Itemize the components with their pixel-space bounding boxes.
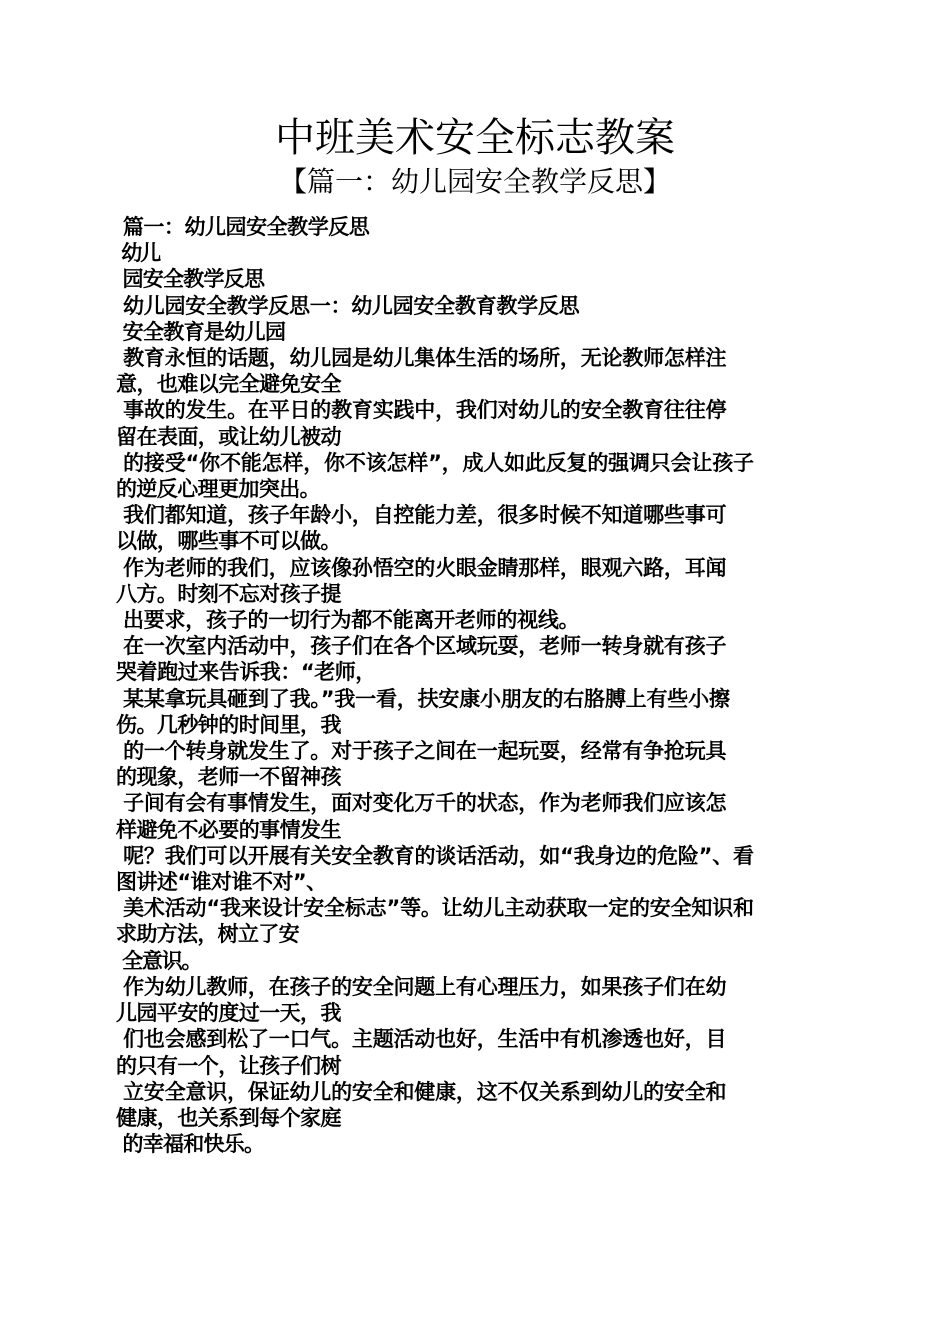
text-line: 某某拿玩具砸到了我。”我一看，扶安康小朋友的右胳膊上有些小擦 — [116, 686, 730, 711]
text-line: 美术活动“我来设计安全标志”等。让幼儿主动获取一定的安全知识和 — [116, 896, 754, 921]
text-line: 儿园平安的度过一天，我 — [116, 1001, 341, 1026]
text-line: 园安全教学反思 — [116, 267, 265, 292]
text-line: 的只有一个，让孩子们树 — [116, 1053, 341, 1078]
text-line: 意，也难以完全避免安全 — [116, 372, 341, 397]
text-line: 事故的发生。在平日的教育实践中，我们对幼儿的安全教育往往停 — [116, 398, 727, 423]
text-line: 的逆反心理更加突出。 — [116, 477, 320, 502]
text-line: 图讲述“谁对谁不对”、 — [116, 870, 327, 895]
text-line: 样避免不必要的事情发生 — [116, 817, 341, 842]
text-line: 教育永恒的话题，幼儿园是幼儿集体生活的场所，无论教师怎样注 — [116, 346, 727, 371]
text-line: 安全教育是幼儿园 — [116, 319, 286, 344]
text-line: 留在表面，或让幼儿被动 — [116, 424, 341, 449]
text-line: 的现象，老师一不留神孩 — [116, 765, 341, 790]
document-body — [116, 214, 846, 1157]
text-line: 呢？我们可以开展有关安全教育的谈话活动，如“我身边的危险”、看 — [116, 843, 754, 868]
document-subtitle: 【篇一：幼儿园安全教学反思】 — [278, 165, 671, 198]
text-line: 八方。时刻不忘对孩子提 — [116, 581, 341, 606]
text-line: 篇一：幼儿园安全教学反思 — [116, 215, 370, 239]
document-title: 中班美术安全标志教案 — [275, 115, 675, 161]
text-line: 以做，哪些事不可以做。 — [116, 529, 341, 554]
text-line: 立安全意识，保证幼儿的安全和健康，这不仅关系到幼儿的安全和 — [116, 1079, 727, 1104]
text-line: 求助方法，树立了安 — [116, 922, 299, 947]
text-line: 的幸福和快乐。 — [116, 1132, 265, 1157]
text-line: 子间有会有事情发生，面对变化万千的状态，作为老师我们应该怎 — [116, 791, 727, 816]
text-line: 在一次室内活动中，孩子们在各个区域玩耍，老师一转身就有孩子 — [116, 634, 727, 659]
text-line: 幼儿 — [116, 241, 160, 266]
text-line: 作为老师的我们，应该像孙悟空的火眼金睛那样，眼观六路，耳闻 — [116, 555, 727, 580]
text-line: 哭着跑过来告诉我：“老师， — [116, 660, 376, 685]
text-line: 健康，也关系到每个家庭 — [116, 1105, 341, 1130]
text-line: 们也会感到松了一口气。主题活动也好，生活中有机渗透也好，目 — [116, 1027, 727, 1052]
text-line: 的接受“你不能怎样，你不该怎样”，成人如此反复的强调只会让孩子 — [116, 450, 754, 475]
text-line: 幼儿园安全教学反思一：幼儿园安全教育教学反思 — [116, 293, 580, 318]
text-line: 伤。几秒钟的时间里，我 — [116, 712, 341, 737]
text-line: 全意识。 — [116, 948, 202, 973]
text-line: 作为幼儿教师，在孩子的安全问题上有心理压力，如果孩子们在幼 — [116, 974, 727, 999]
text-line: 的一个转身就发生了。对于孩子之间在一起玩耍，经常有争抢玩具 — [116, 739, 727, 764]
text-line: 出要求，孩子的一切行为都不能离开老师的视线。 — [116, 608, 580, 633]
text-line: 我们都知道，孩子年龄小，自控能力差，很多时候不知道哪些事可 — [116, 503, 727, 528]
